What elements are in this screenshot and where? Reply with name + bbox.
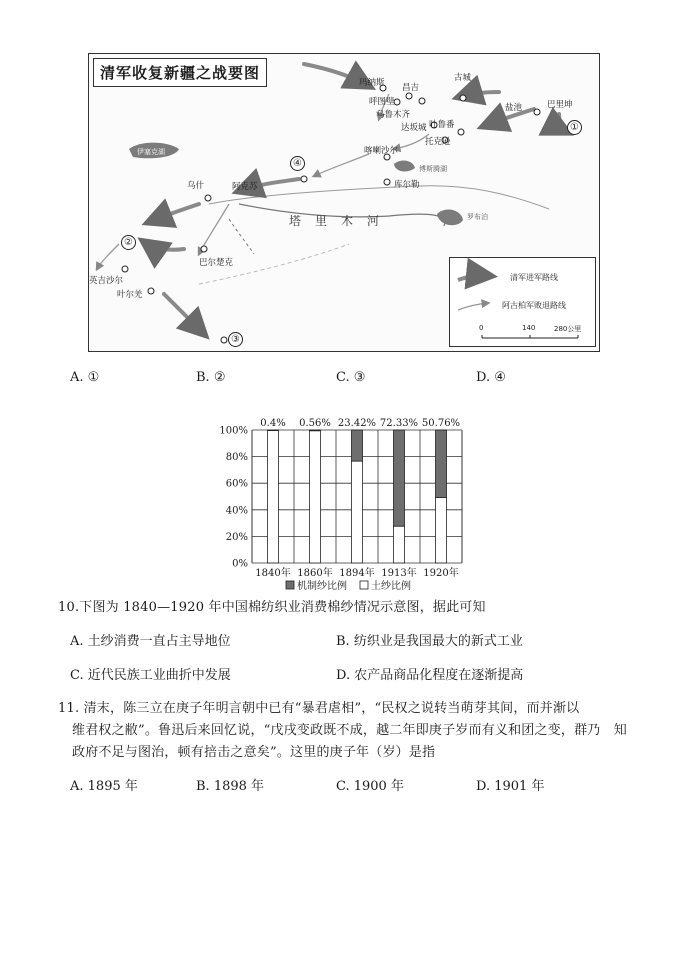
q10-option-b[interactable]: B. 纺织业是我国最大的新式工业 xyxy=(336,634,523,649)
y-tick-0%: 0% xyxy=(232,558,248,570)
bosten-lake-shape xyxy=(394,161,415,172)
bar-machine-1860年 xyxy=(310,430,321,431)
legend-swatch-machine xyxy=(286,581,294,589)
bar-machine-1840年 xyxy=(268,430,279,431)
x-tick-1860年: 1860年 xyxy=(297,568,333,579)
town-yingjisha xyxy=(122,266,128,272)
basin-outline xyxy=(209,186,549,209)
cotton-yarn-chart xyxy=(220,415,470,600)
chart-svg xyxy=(220,415,470,600)
y-tick-80%: 80% xyxy=(225,452,248,464)
retreat-5 xyxy=(97,244,119,269)
q11-option-d[interactable]: D. 1901 年 xyxy=(476,779,545,794)
legend-label-native: 土纱比例 xyxy=(371,581,411,592)
qing-arrow-kashgar xyxy=(144,242,184,250)
y-tick-60%: 60% xyxy=(225,478,248,490)
label-changji: 昌吉 xyxy=(402,83,420,93)
label-kuerle: 库尔勒 xyxy=(394,180,420,190)
label-gucheng: 古城 xyxy=(454,73,472,83)
q11-line-2: 维君权之敝”。鲁迅后来回忆说，“戊戌变政既不成，越二年即庚子岁而有义和团之变，群乃 知 xyxy=(72,723,627,738)
q11-line-1: 11. 清末，陈三立在庚子年明言朝中已有“暴君虐相”，“民权之说转当萌芽其间，而并渐以 xyxy=(58,701,580,716)
q11-line-3: 政府不足与图治，顿有掊击之意矣”。这里的庚子年（岁）是指 xyxy=(72,745,436,760)
label-bosten-lake: 博斯腾湖 xyxy=(419,165,447,173)
scale-mid: 140 xyxy=(522,324,536,332)
town-gucheng xyxy=(460,95,466,101)
qing-arrow-wushi xyxy=(149,204,199,222)
data-label-1920年: 50.76% xyxy=(421,418,461,429)
town-changji xyxy=(406,93,412,99)
town-south xyxy=(221,337,227,343)
x-tick-1894年: 1894年 xyxy=(339,568,375,579)
q10-option-d[interactable]: D. 农产品商品化程度在逐渐提高 xyxy=(336,668,524,683)
legend-label-machine: 机制纱比例 xyxy=(297,581,347,592)
label-balikun: 巴里坤 xyxy=(547,100,573,110)
town-kuerle xyxy=(384,179,390,185)
label-tokxun: 托克逊 xyxy=(425,137,451,147)
map-title: 清军收复新疆之战要图 xyxy=(93,58,267,87)
bar-native-1894年 xyxy=(352,461,363,563)
bar-native-1920年 xyxy=(436,498,447,563)
town-yanchi xyxy=(534,109,540,115)
data-label-1840年: 0.4% xyxy=(260,418,286,429)
marker-1: ① xyxy=(567,120,582,135)
label-tarim-river: 塔里木河 xyxy=(289,214,394,228)
town-turpan xyxy=(458,129,464,135)
scale-start: 0 xyxy=(479,324,484,332)
q11-option-b[interactable]: B. 1898 年 xyxy=(196,779,265,794)
data-label-1894年: 23.42% xyxy=(337,418,377,429)
bar-native-1860年 xyxy=(310,431,321,563)
retreat-3 xyxy=(314,154,369,176)
label-aksu: 阿克苏 xyxy=(232,182,258,192)
retreat-2 xyxy=(394,134,429,149)
campaign-map xyxy=(88,53,600,352)
data-label-1913年: 72.33% xyxy=(379,418,419,429)
marker-3: ③ xyxy=(228,332,243,347)
bar-machine-1894年 xyxy=(352,430,363,461)
bar-native-1840年 xyxy=(268,431,279,563)
x-tick-1840年: 1840年 xyxy=(255,568,291,579)
legend-yakub-label: 阿古柏军败退路线 xyxy=(502,301,566,310)
town-urumqi xyxy=(419,98,425,104)
label-yingjisha: 英吉沙尔 xyxy=(89,276,124,286)
x-tick-1920年: 1920年 xyxy=(423,568,459,579)
marker-2: ② xyxy=(121,235,136,250)
y-tick-100%: 100% xyxy=(220,425,248,437)
y-tick-40%: 40% xyxy=(225,505,248,517)
legend-swatch-native xyxy=(360,581,368,589)
q10-option-a[interactable]: A. 土纱消费一直占主导地位 xyxy=(70,634,231,649)
label-hutubi: 呼图壁 xyxy=(369,97,395,107)
town-bachu xyxy=(201,246,207,252)
q11-option-a[interactable]: A. 1895 年 xyxy=(70,779,138,794)
label-manasi: 玛纳斯 xyxy=(359,78,385,88)
marker-4: ④ xyxy=(290,156,305,171)
qing-arrow-barkol xyxy=(559,114,567,132)
label-wushi: 乌什 xyxy=(187,181,205,191)
map-legend xyxy=(449,257,596,347)
q10-stem: 10.下图为 1840—1920 年中国棉纺织业消费棉纱情况示意图，据此可知 xyxy=(58,600,486,615)
bar-machine-1920年 xyxy=(436,430,447,498)
label-yeerqiang: 叶尔羌 xyxy=(117,290,143,300)
legend-qing-label: 清军进军路线 xyxy=(510,273,558,282)
lop-lake-shape xyxy=(437,209,463,225)
q9-option-c[interactable]: C. ③ xyxy=(336,370,366,385)
scale-end: 280公里 xyxy=(554,325,582,333)
label-bachu: 巴尔楚克 xyxy=(199,258,234,268)
label-lop-lake: 罗布泊 xyxy=(467,213,488,221)
q10-option-c[interactable]: C. 近代民族工业曲折中发展 xyxy=(70,668,231,683)
y-tick-20%: 20% xyxy=(225,531,248,543)
dashed-route xyxy=(229,219,254,254)
q11-option-c[interactable]: C. 1900 年 xyxy=(336,779,404,794)
label-urumqi: 乌鲁木齐 xyxy=(376,110,411,120)
town-aksu xyxy=(301,176,307,182)
bar-native-1913年 xyxy=(394,526,405,563)
label-yanchi: 盐池 xyxy=(505,103,523,113)
x-tick-1913年: 1913年 xyxy=(381,568,417,579)
label-dabancheng: 达坂城 xyxy=(401,123,427,133)
label-turpan: 吐鲁番 xyxy=(429,120,455,130)
town-yeerqiang xyxy=(148,288,154,294)
label-karashahr: 喀喇沙尔 xyxy=(364,146,399,156)
data-label-1860年: 0.56% xyxy=(299,418,331,429)
legend-yakub-arrow xyxy=(458,303,488,310)
label-issyk-lake: 伊塞克湖 xyxy=(137,148,165,156)
legend-qing-arrow xyxy=(458,276,490,280)
q9-option-a[interactable]: A. ① xyxy=(70,370,100,385)
bar-machine-1913年 xyxy=(394,430,405,526)
q9-option-b[interactable]: B. ② xyxy=(196,370,226,385)
q9-option-d[interactable]: D. ④ xyxy=(476,370,506,385)
qing-arrow-south xyxy=(164,294,204,334)
town-wushi xyxy=(205,195,211,201)
